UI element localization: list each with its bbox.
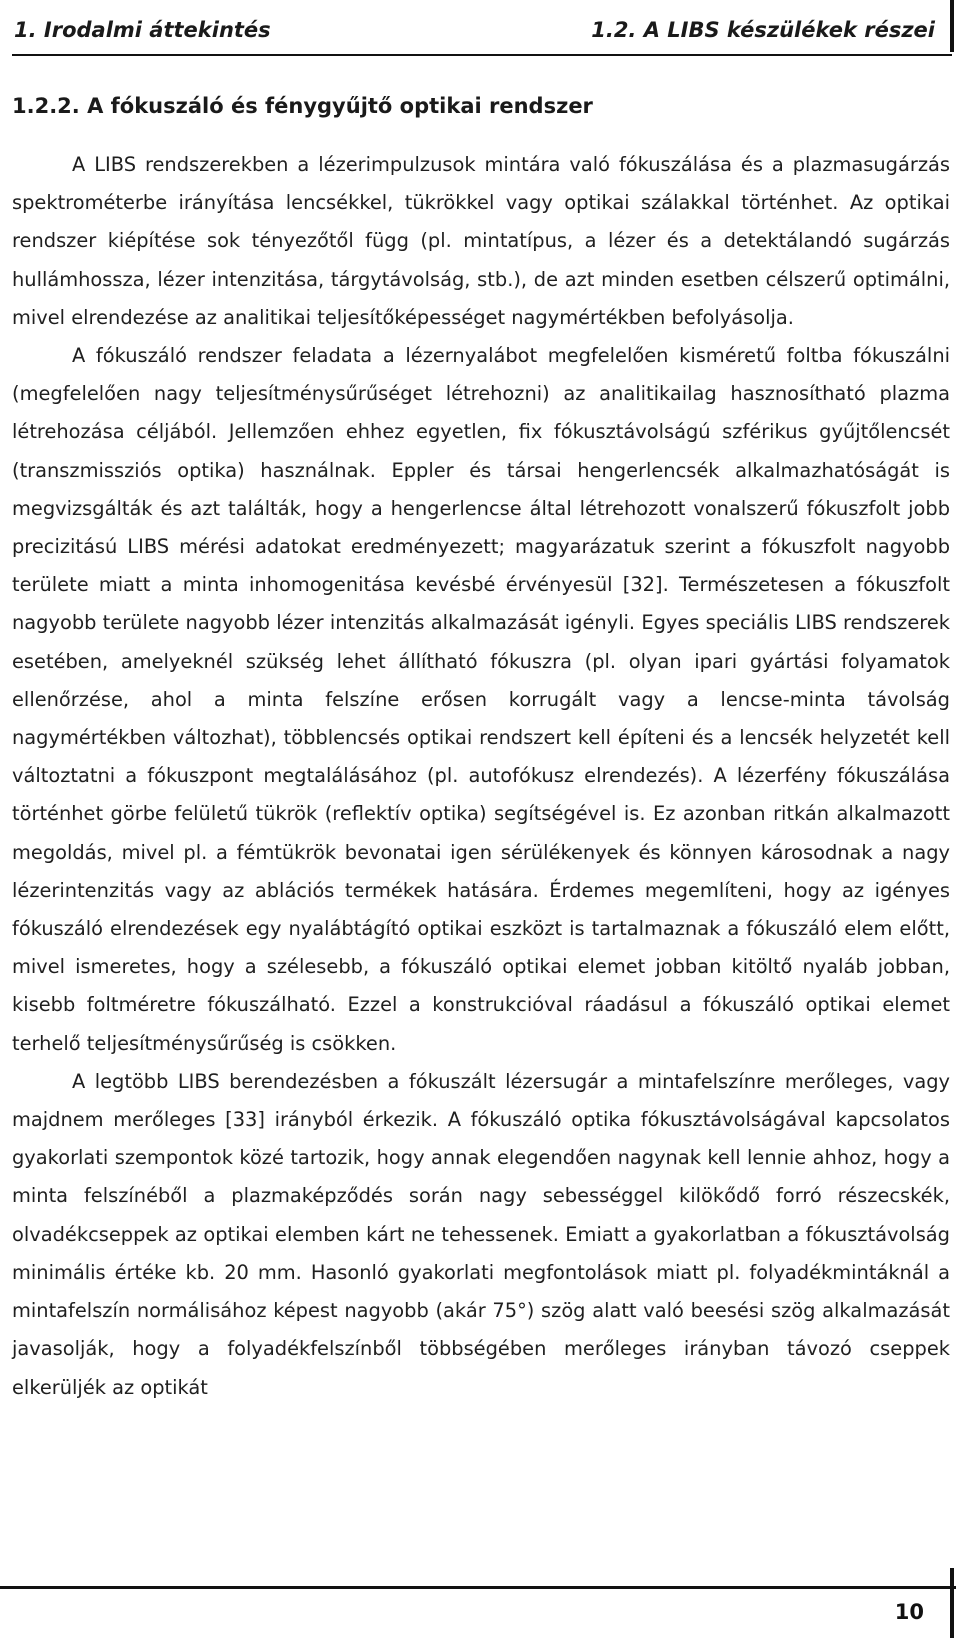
section-heading: 1.2.2. A fókuszáló és fénygyűjtő optikai rendszer (12, 94, 593, 118)
header-rule (12, 54, 952, 56)
header-rule-vertical (950, 0, 954, 52)
footer-rule (0, 1586, 956, 1589)
paragraph: A legtöbb LIBS berendezésben a fókuszált lézersugár a mintafelszínre merőleges, vagy majdnem merőleges [33] irányból érkezik. A fókuszáló optika fókusztávolságával kapcsolatos gyakorlati szempontok közé tartozik, hogy annak elegendően nagynak kell lennie ahhoz, hogy a minta felszínéből a plazmaképződés során nagy sebességgel kilökődő forró részecskék, olvadékcseppek az optikai elemben kárt ne tehessenek. Emiatt a gyakorlatban a fókusztávolság minimális értéke kb. 20 mm. Hasonló gyakorlati megfontolások miatt pl. folyadékmintáknál a mintafelszín normálisához képest nagyobb (akár 75°) szög alatt való beesési szög alkalmazását javasolják, hogy a folyadékfelszínből többségében merőleges irányban távozó cseppek elkerüljék az optikát (12, 1069, 950, 1399)
paragraph: A fókuszáló rendszer feladata a lézernyalábot megfelelően kisméretű foltba fókuszálni (megfelelően nagy teljesítménysűrűséget létrehozni) az analitikailag hasznosítható plazma létrehozása céljából. Jellemzően ehhez egyetlen, fix fókusztávolságú szférikus gyűjtőlencsét (transzmissziós optika) használnak. Eppler és társai hengerlencsék alkalmazhatóságát is megvizsgálták és azt találták, hogy a hengerlencse által létrehozott vonalszerű fókuszfolt jobb precizitású LIBS mérési adatokat eredményezett; magyarázatuk szerint a fókuszfolt nagyobb területe miatt a minta inhomogenitása kevésbé érvényesül [32]. Természetesen a fókuszfolt nagyobb területe nagyobb lézer intenzitás alkalmazását igényli. Egyes speciális LIBS rendszerek esetében, amelyeknél szükség lehet állítható fókuszra (pl. olyan ipari gyártási folyamatok ellenőrzése, ahol a minta felszíne erősen korrugált vagy a lencse-minta távolság nagymértékben változhat), többlencsés optikai rendszert kell építeni és a lencsék helyzetét kell változtatni a fókuszpont megtalálásához (pl. autofókusz elrendezés). A lézerfény fókuszálása történhet görbe felületű tükrök (reflektív optika) segítségével is. Ez azonban ritkán alkalmazott megoldás, mivel pl. a fémtükrök bevonatai igen sérülékenyek és könnyen károsodnak a nagy lézerintenzitás vagy az ablációs termékek hatására. Érdemes megemlíteni, hogy az igényes fókuszáló elrendezések egy nyalábtágító optikai eszközt is tartalmaznak a fókuszáló elem előtt, mivel ismeretes, hogy a szélesebb, a fókuszáló optikai elemet jobban kitöltő nyaláb jobban, kisebb foltméretre fókuszálható. Ezzel a konstrukcióval ráadásul a fókuszáló optikai elemet terhelő teljesítménysűrűség is csökken. (12, 344, 950, 1055)
header-chapter-title: 1. Irodalmi áttekintés (14, 18, 271, 42)
page-header (12, 14, 937, 50)
body-text (12, 146, 950, 1407)
footer-rule-vertical (950, 1568, 954, 1638)
page-number: 10 (894, 1600, 924, 1624)
paragraph: A LIBS rendszerekben a lézerimpulzusok mintára való fókuszálása és a plazmasugárzás spektrométerbe irányítása lencsékkel, tükrökkel vagy optikai szálakkal történhet. Az optikai rendszer kiépítése sok tényezőtől függ (pl. mintatípus, a lézer és a detektálandó sugárzás hullámhossza, lézer intenzitása, tárgytávolság, stb.), de azt minden esetben célszerű optimálni, mivel elrendezése az analitikai teljesítőképességet nagymértékben befolyásolja. (12, 153, 950, 329)
header-section-title: 1.2. A LIBS készülékek részei (591, 18, 935, 42)
